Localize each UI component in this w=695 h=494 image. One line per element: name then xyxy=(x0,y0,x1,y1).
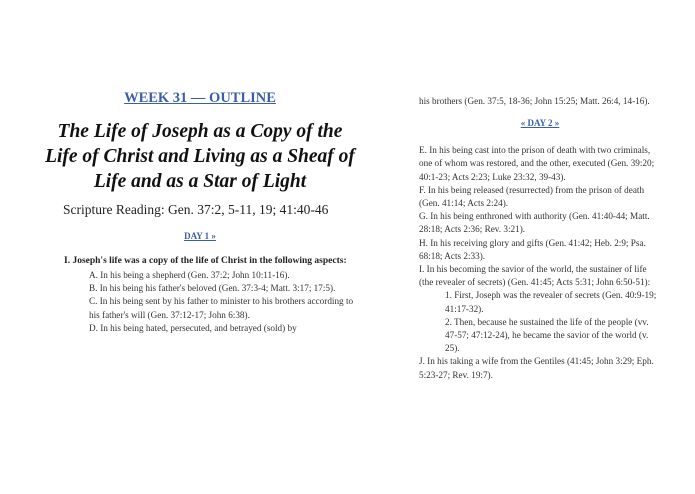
outline-item-g: G. In his being enthroned with authority (Gen. 41:40-44; Matt. 28:18; Acts 2:36; Rev. 3:21). xyxy=(419,211,650,235)
outline-item-h: H. In his receiving glory and gifts (Gen. 41:42; Heb. 2:9; Psa. 68:18; Acts 2:33). xyxy=(419,237,646,261)
outline-item-c: C. In his being sent by his father to minister to his brothers according to his father's will (Gen. 37:12-17; John 6:38). xyxy=(89,296,354,320)
outline-item-b: B. In his being his father's beloved (Gen. 37:3-4; Matt. 3:17; 17:5). xyxy=(89,283,336,294)
day-2-nav-link[interactable]: « DAY 2 » xyxy=(520,118,560,129)
outline-item-e: E. In his being cast into the prison of death with two criminals, one of whom was restored, and the other, executed (Gen. 39:20; 40:1-23; Acts 2:23; Luke 23:32, 39-43). xyxy=(419,145,655,182)
right-column xyxy=(419,95,661,382)
outline-point-1: I. Joseph's life was a copy of the life of Christ in the following aspects: xyxy=(64,256,347,266)
scripture-reading: Scripture Reading: Gen. 37:2, 5-11, 19; 41:40-46 xyxy=(63,202,329,217)
day-1-nav-link[interactable]: DAY 1 » xyxy=(184,231,216,241)
outline-item-f: F. In his being released (resurrected) from the prison of death (Gen. 41:14; Acts 2:24). xyxy=(419,184,645,209)
page-title: The Life of Joseph as a Copy of the Life of Christ and Living as a Sheaf of Life and as a Star of Light xyxy=(45,121,355,192)
outline-item-d: D. In his being hated, persecuted, and betrayed (sold) by xyxy=(89,322,297,333)
outline-item-a: A. In his being a shepherd (Gen. 37:2; John 10:11-16). xyxy=(89,270,290,280)
outline-item-i-1: 1. First, Joseph was the revealer of secrets (Gen. 40:9-19; 41:17-32). xyxy=(445,290,657,314)
left-column xyxy=(40,90,360,335)
outline-item-i: I. In his becoming the savior of the world, the sustainer of life (the revealer of secrets) (Gen. 41:45; Acts 5:31; John 6:50-51): xyxy=(419,264,651,288)
outline-item-j: J. In his taking a wife from the Gentiles (41:45; John 3:29; Eph. 5:23-27; Rev. 19:7). xyxy=(419,356,654,380)
week-outline-link[interactable]: WEEK 31 — OUTLINE xyxy=(124,90,276,106)
outline-item-i-2: 2. Then, because he sustained the life of the people (vv. 47-57; 47:12-24), he became the savior of the world (v. 25). xyxy=(445,316,649,354)
outline-item-d-continued: his brothers (Gen. 37:5, 18-36; John 15:25; Matt. 26:4, 14-16). xyxy=(419,96,650,106)
